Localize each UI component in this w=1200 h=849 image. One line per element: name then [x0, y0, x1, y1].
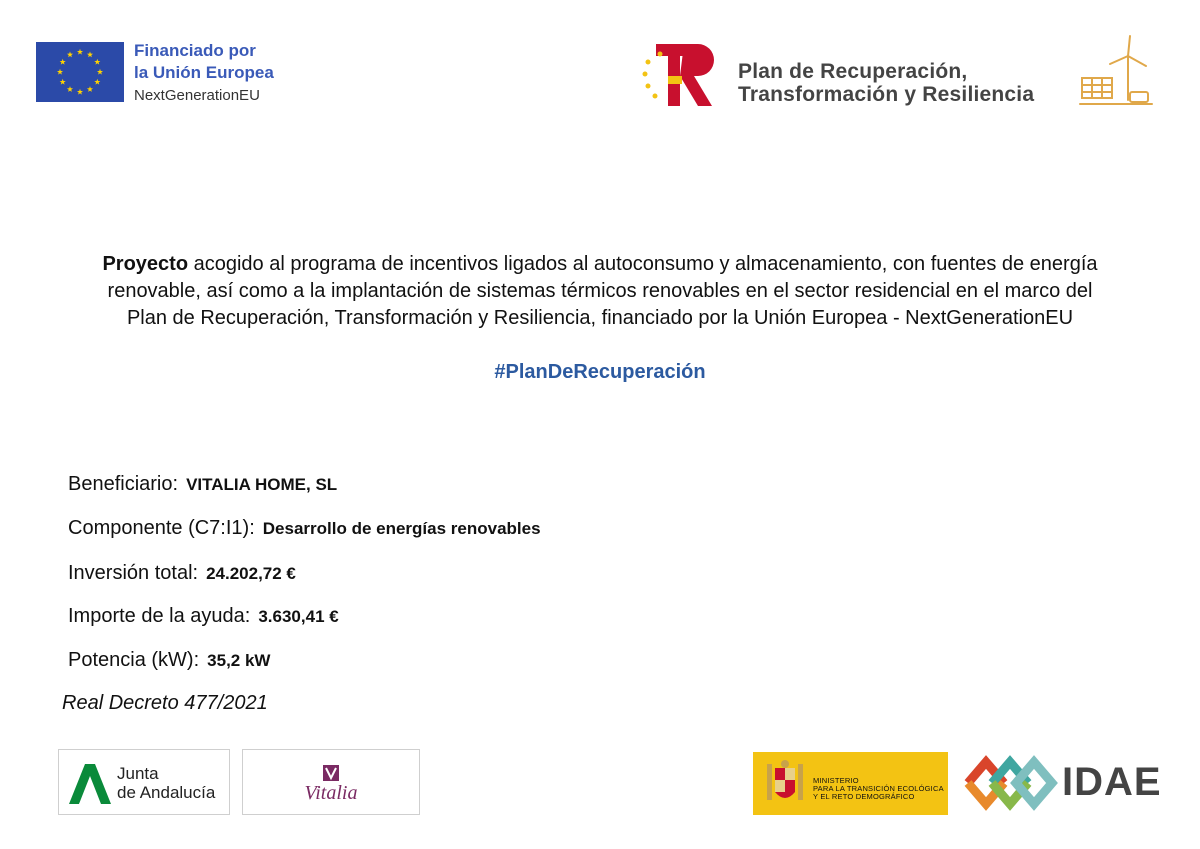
junta-andalucia-logo: [58, 749, 230, 815]
eu-flag-icon: [36, 42, 124, 102]
detail-label: Importe de la ayuda:: [68, 605, 251, 627]
detail-label: Componente (C7:I1):: [68, 517, 255, 539]
detail-value: 35,2 kW: [207, 651, 271, 670]
hashtag: #PlanDeRecuperación: [494, 361, 706, 383]
junta-line2: de Andalucía: [117, 783, 216, 802]
detail-value: VITALIA HOME, SL: [186, 475, 338, 494]
description-line2: renovable, así como a la implantación de sistemas térmicos renovables en el sector residencial en el marco del: [107, 280, 1093, 302]
ministerio-line3: Y EL RETO DEMOGRÁFICO: [813, 792, 915, 801]
vitalia-name: Vitalia: [304, 782, 358, 804]
vitalia-mark-icon: [322, 764, 340, 782]
description-line1-rest: acogido al programa de incentivos ligados al autoconsumo y almacenamiento, con fuentes de energía: [188, 253, 1098, 275]
eu-funding-logo: [36, 40, 306, 106]
detail-potencia: [68, 649, 270, 672]
idae-logo: [962, 750, 1162, 816]
junta-mark-icon: [65, 762, 113, 806]
idae-mark-icon: [962, 752, 1058, 814]
detail-value: 3.630,41 €: [258, 607, 339, 626]
detail-label: Potencia (kW):: [68, 649, 200, 671]
recovery-plan-logo: [640, 34, 1160, 114]
detail-label: Inversión total:: [68, 562, 199, 584]
detail-label: Beneficiario:: [68, 473, 179, 495]
detail-beneficiario: [68, 473, 337, 496]
idae-wordmark: IDAE: [1062, 760, 1162, 804]
coat-of-arms-icon: [763, 758, 807, 810]
prtr-logo-line1: Plan de Recuperación,: [738, 60, 968, 83]
description-line3: Plan de Recuperación, Transformación y Resiliencia, financiado por la Unión Europea - NextGenerationEU: [126, 307, 1074, 329]
legal-decree: Real Decreto 477/2021: [62, 692, 268, 714]
prtr-mark-icon: [640, 40, 720, 110]
eu-logo-line1: Financiado por: [134, 41, 256, 60]
ministerio-line1: MINISTERIO: [813, 776, 859, 785]
vitalia-logo: [242, 749, 420, 815]
detail-importe-ayuda: [68, 605, 339, 628]
windmill-solar-icon: [1078, 34, 1156, 112]
detail-value: Desarrollo de energías renovables: [262, 519, 541, 538]
description-line1: [50, 251, 1150, 278]
prtr-logo-line2: Transformación y Resiliencia: [738, 83, 1035, 106]
description-lead: Proyecto: [102, 253, 189, 275]
eu-logo-line2: la Unión Europea: [134, 63, 274, 82]
ministerio-line2: PARA LA TRANSICIÓN ECOLÓGICA: [813, 784, 944, 793]
junta-line1: Junta: [117, 764, 159, 783]
eu-logo-line3: NextGenerationEU: [134, 87, 260, 104]
detail-inversion-total: [68, 562, 296, 585]
ministerio-logo: [753, 752, 948, 815]
detail-componente: [68, 517, 541, 540]
detail-value: 24.202,72 €: [206, 564, 296, 583]
project-description: [50, 251, 1150, 332]
